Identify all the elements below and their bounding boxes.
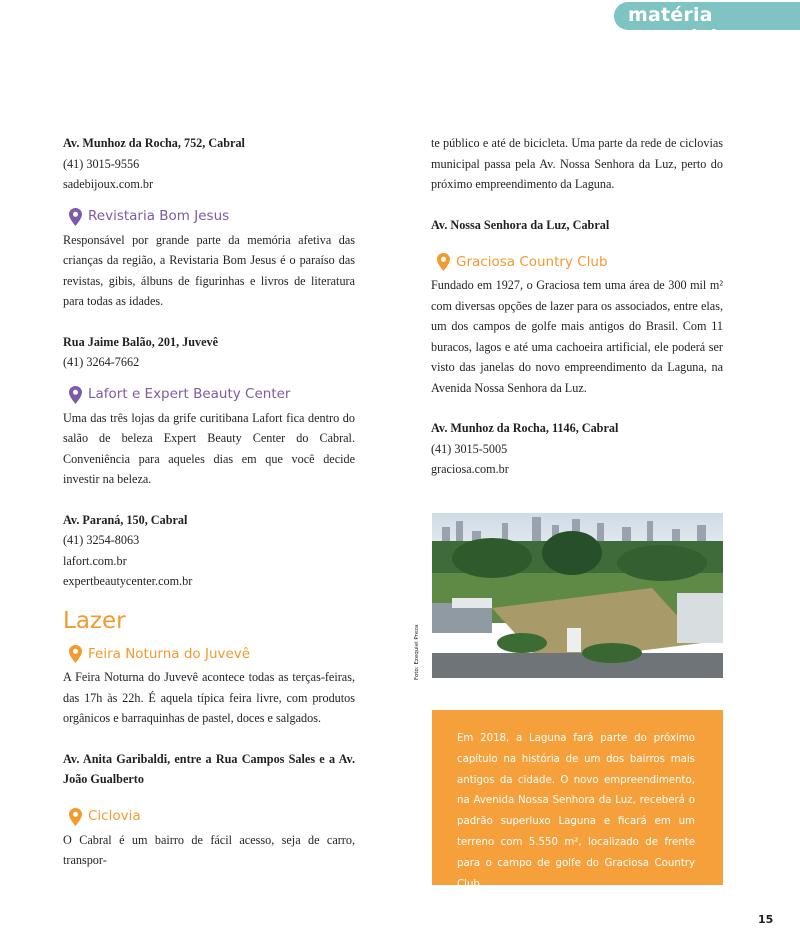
location-pin-icon bbox=[69, 208, 82, 226]
graciosa-text: Fundado em 1927, o Graciosa tem uma área de 300 mil m² com diversas opções de lazer para os associados, entre elas, um dos campos de golfe mais antigos do Brasil. Com 11 buracos, lagos e até uma cachoeira artificial, ele poderá ser visto das janelas do novo empreendimento da Laguna, na Avenida Nossa Senhora da Luz. bbox=[431, 278, 723, 395]
highlight-text: Em 2018, a Laguna fará parte do próximo capítulo na história de um dos bairros mais antigos da cidade. O novo empreendimento, na Avenida Nossa Senhora da Luz, receberá o padrão superluxo Laguna e ficará em um terreno com 5.550 m², localizado de frente para o campo de golfe do Graciosa Country Club. bbox=[457, 733, 695, 890]
intro-address: Av. Munhoz da Rocha, 752, Cabral bbox=[63, 136, 245, 150]
right-column bbox=[431, 133, 723, 480]
revistaria-phone: (41) 3264-7662 bbox=[63, 355, 140, 369]
ciclovia-continued-text: te público e até de bicicleta. Uma parte da rede de ciclovias municipal passa pela Av. Nossa Senhora da Luz, perto do próximo empreendimento da Laguna. bbox=[431, 136, 723, 191]
feira-heading bbox=[63, 641, 355, 667]
lafort-text: Uma das três lojas da grife curitibana Lafort fica dentro do salão de beleza Expert Beauty Center do Cabral. Conveniência para aqueles dias em que você decide investir na beleza. bbox=[63, 410, 355, 486]
revistaria-text: Responsável por grande parte da memória afetiva das crianças da região, a Revistaria Bom Jesus é o paraíso das revistas, gibis, álbuns de figurinhas e livros de literatura para todas as idades. bbox=[63, 232, 355, 308]
expert-site: expertbeautycenter.com.br bbox=[63, 574, 193, 588]
left-column bbox=[63, 133, 355, 871]
aerial-photo bbox=[432, 513, 723, 678]
feira-text: A Feira Noturna do Juvevê acontece todas as terças-feiras, das 17h às 22h. É aquela típica feira livre, com produtos orgânicos e barraquinhas de pastel, doces e salgados. bbox=[63, 670, 355, 725]
ciclovia-text: O Cabral é um bairro de fácil acesso, seja de carro, transpor- bbox=[63, 832, 355, 867]
location-pin-icon bbox=[69, 386, 82, 404]
intro-site: sadebijoux.com.br bbox=[63, 177, 154, 191]
graciosa-title: Graciosa Country Club bbox=[456, 253, 608, 270]
ciclovia-title: Ciclovia bbox=[88, 808, 141, 825]
revistaria-address: Rua Jaime Balão, 201, Juvevê bbox=[63, 334, 219, 349]
lafort-phone: (41) 3254-8063 bbox=[63, 533, 140, 547]
lafort-address: Av. Paraná, 150, Cabral bbox=[63, 512, 188, 527]
feira-address: Av. Anita Garibaldi, entre a Rua Campos Sales e a Av. João Gualberto bbox=[63, 751, 355, 786]
revistaria-heading bbox=[63, 204, 355, 230]
location-pin-icon bbox=[69, 808, 82, 826]
lazer-section-title: Lazer bbox=[63, 607, 126, 634]
feira-title: Feira Noturna do Juvevê bbox=[88, 645, 251, 662]
graciosa-address: Av. Munhoz da Rocha, 1146, Cabral bbox=[431, 421, 619, 435]
graciosa-heading bbox=[431, 249, 723, 275]
section-tag-label: matéria especial bbox=[628, 4, 718, 48]
graciosa-phone: (41) 3015-5005 bbox=[431, 441, 508, 456]
page-number: 15 bbox=[758, 913, 774, 926]
lafort-title: Lafort e Expert Beauty Center bbox=[88, 386, 291, 403]
section-tag bbox=[614, 2, 800, 48]
highlight-box bbox=[432, 710, 723, 890]
location-pin-icon bbox=[437, 253, 450, 271]
ciclovia-heading bbox=[63, 804, 355, 830]
location-pin-icon bbox=[69, 645, 82, 663]
revistaria-title: Revistaria Bom Jesus bbox=[88, 208, 230, 225]
ciclovia-address: Av. Nossa Senhora da Luz, Cabral bbox=[431, 217, 610, 232]
photo-credit: Foto: Ezequiel Preza bbox=[414, 624, 420, 680]
graciosa-site: graciosa.com.br bbox=[431, 462, 509, 476]
intro-phone: (41) 3015-9556 bbox=[63, 156, 140, 171]
lafort-site: lafort.com.br bbox=[63, 553, 127, 568]
aerial-city-image bbox=[432, 513, 723, 678]
lafort-heading bbox=[63, 382, 355, 408]
